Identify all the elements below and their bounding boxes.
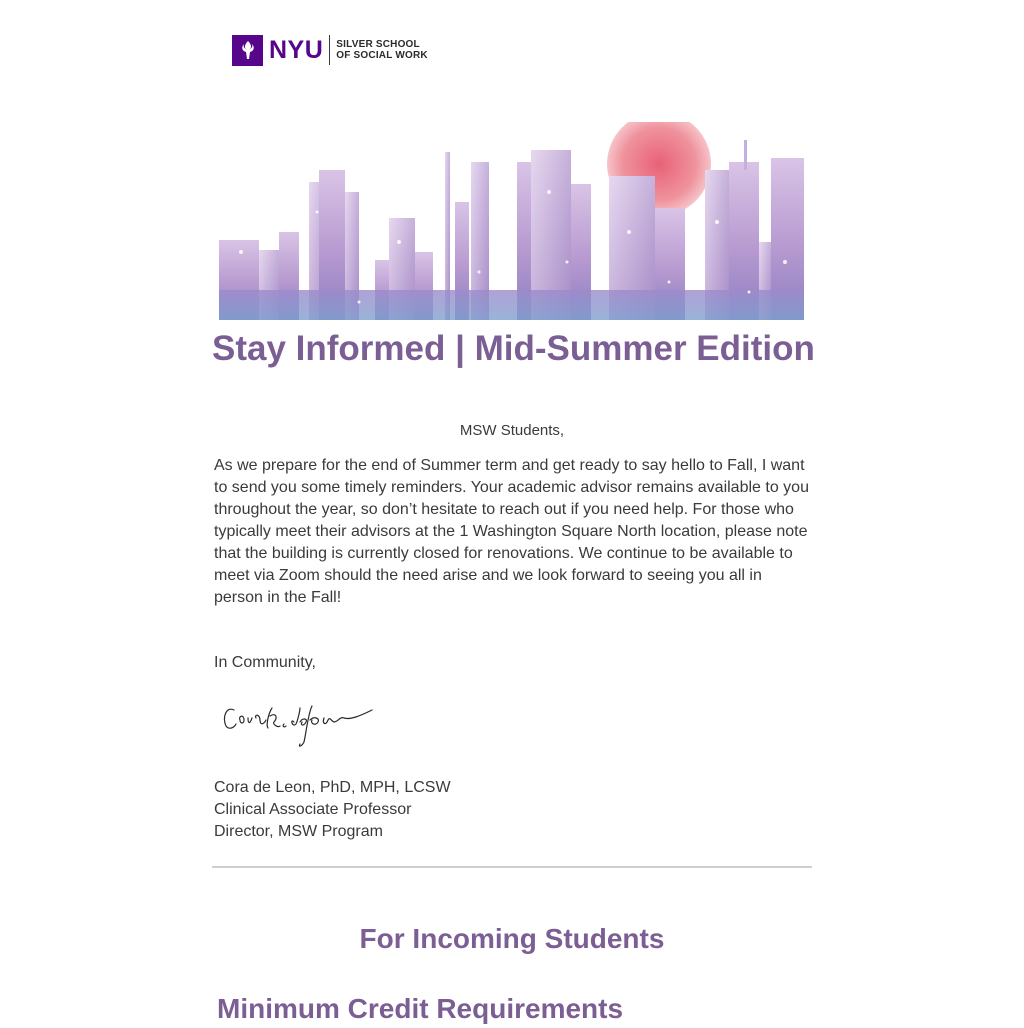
signer-role: Director, MSW Program [214, 823, 383, 840]
headline: Stay Informed | Mid-Summer Edition [212, 329, 815, 368]
signer-name: Cora de Leon, PhD, MPH, LCSW [214, 779, 451, 796]
skyline-banner-image [219, 122, 804, 320]
torch-icon [232, 35, 263, 66]
section-title-incoming: For Incoming Students [359, 923, 665, 954]
closing: In Community, [214, 654, 316, 671]
section-divider [212, 866, 812, 868]
signer-title: Clinical Associate Professor [214, 801, 412, 818]
logo-divider [329, 35, 330, 65]
email-content [212, 0, 815, 1024]
logo-school-name [336, 39, 428, 61]
greeting: MSW Students, [459, 422, 565, 439]
nyu-silver-logo[interactable] [232, 34, 428, 66]
signature-block [214, 777, 451, 843]
signature-image [220, 692, 390, 752]
body-paragraph: As we prepare for the end of Summer term and get ready to say hello to Fall, I want to send you some timely reminders. Your academic advisor remains available to you throughout the year, so don’t hesitate to reach out if you need help. For those who typically meet their advisors at the 1 Washington Square North location, please note that the building is currently closed for renovations. We continue to be available to meet via Zoom should the need arise and we look forward to seeing you all in person in the Fall! [214, 457, 809, 606]
logo-nyu-text: NYU [269, 35, 324, 64]
subsection-title-min-credit: Minimum Credit Requirements [217, 993, 624, 1024]
logo-school-line1: SILVER SCHOOL [336, 39, 420, 50]
logo-school-line2: OF SOCIAL WORK [336, 50, 428, 61]
